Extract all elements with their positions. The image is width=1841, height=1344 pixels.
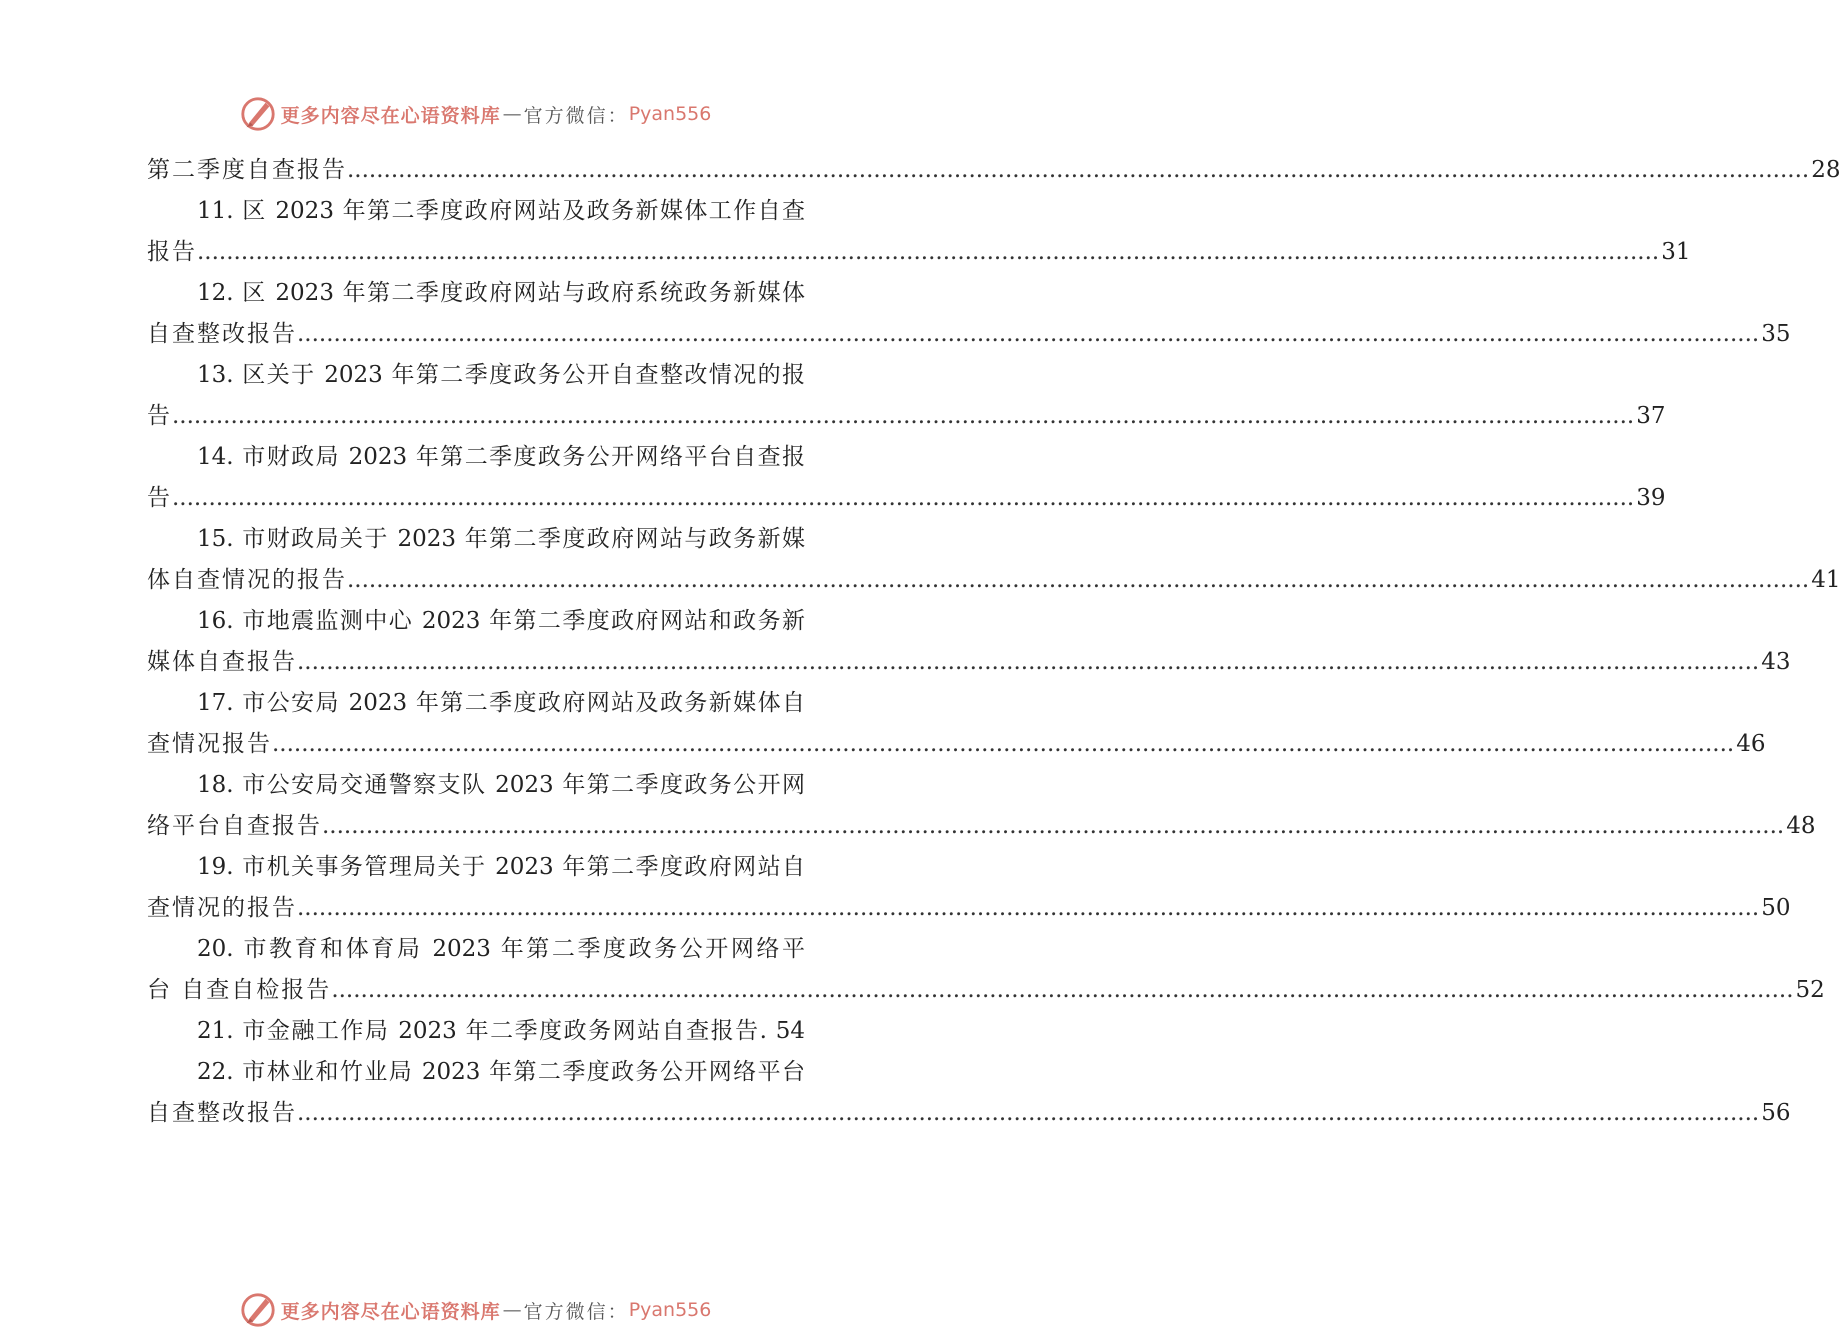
toc-page-number: 39: [1636, 485, 1666, 511]
toc-page-number: 28: [1811, 157, 1841, 183]
wechat-id: Pyan556: [628, 1299, 712, 1321]
header-banner: [0, 94, 950, 134]
toc-line: [147, 724, 1766, 765]
toc-entry-text: 20. 市教育和体育局 2023 年第二季度政务公开网络平: [197, 936, 805, 962]
toc-dot-leader: ........................................................................................................................................................................................................: [197, 239, 1660, 265]
toc-dot-leader: ........................................................................................................................................................................................................: [297, 321, 1760, 347]
toc-line: [147, 642, 1791, 683]
brand-text: 更多内容尽在心语资料库: [280, 104, 501, 127]
toc-page-number: 48: [1786, 813, 1816, 839]
banner-separator: —: [502, 1299, 522, 1321]
toc-entry-text: 15. 市财政局关于 2023 年第二季度政府网站与政务新媒: [197, 526, 805, 552]
toc-entry-text: 第二季度自查报告: [147, 157, 347, 183]
toc-page-number: 46: [1736, 731, 1766, 757]
toc-dot-leader: ........................................................................................................................................................................................................: [297, 1100, 1760, 1126]
toc-entry-text: 12. 区 2023 年第二季度政府网站与政府系统政务新媒体: [197, 280, 805, 306]
toc-dot-leader: ........................................................................................................................................................................................................: [347, 157, 1810, 183]
footer-banner: [0, 1290, 950, 1330]
toc-line: [147, 396, 1666, 437]
toc-entry-text: 11. 区 2023 年第二季度政府网站及政务新媒体工作自查: [197, 198, 805, 224]
wechat-id: Pyan556: [628, 103, 712, 125]
toc-entry-text: 告: [147, 403, 172, 429]
toc-entry-text: 体自查情况的报告: [147, 567, 347, 593]
toc-dot-leader: ........................................................................................................................................................................................................: [347, 567, 1810, 593]
toc-entry-text: 14. 市财政局 2023 年第二季度政务公开网络平台自查报: [197, 444, 805, 470]
toc-dot-leader: ........................................................................................................................................................................................................: [331, 977, 1794, 1003]
toc-page-number: 35: [1761, 321, 1791, 347]
toc-line: [147, 1093, 1791, 1134]
toc-entry-text: 络平台自查报告: [147, 813, 322, 839]
toc-entry-text: 台 自查自检报告: [147, 977, 332, 1003]
toc-entry-text: 21. 市金融工作局 2023 年二季度政务网站自查报告. 54: [197, 1018, 805, 1044]
toc-dot-leader: ........................................................................................................................................................................................................: [297, 895, 1760, 921]
toc-page-number: 31: [1661, 239, 1691, 265]
toc-dot-leader: ........................................................................................................................................................................................................: [297, 649, 1760, 675]
toc-entry-text: 报告: [147, 239, 197, 265]
toc-dot-leader: ........................................................................................................................................................................................................: [172, 485, 1635, 511]
toc-line: [147, 478, 1666, 519]
toc-dot-leader: ........................................................................................................................................................................................................: [322, 813, 1785, 839]
toc-entry-text: 查情况的报告: [147, 895, 297, 921]
toc-line: [147, 150, 1841, 191]
toc-entry-text: 13. 区关于 2023 年第二季度政务公开自查整改情况的报: [197, 362, 805, 388]
toc-entry-text: 查情况报告: [147, 731, 272, 757]
pen-seal-logo-icon: [239, 1291, 277, 1329]
toc-page-number: 37: [1636, 403, 1666, 429]
toc-dot-leader: ........................................................................................................................................................................................................: [272, 731, 1735, 757]
toc-entry-text: 19. 市机关事务管理局关于 2023 年第二季度政府网站自: [197, 854, 805, 880]
banner-separator: —: [502, 103, 522, 125]
toc-page-number: 52: [1795, 977, 1825, 1003]
toc-entry-text: 自查整改报告: [147, 321, 297, 347]
toc-entry-text: 16. 市地震监测中心 2023 年第二季度政府网站和政务新: [197, 608, 805, 634]
toc-entry-text: 告: [147, 485, 172, 511]
toc-entry-text: 17. 市公安局 2023 年第二季度政府网站及政务新媒体自: [197, 690, 805, 716]
toc-page-number: 41: [1811, 567, 1841, 593]
toc-line: [147, 806, 1816, 847]
toc-entry-text: 18. 市公安局交通警察支队 2023 年第二季度政务公开网: [197, 772, 805, 798]
toc-line: [147, 970, 1825, 1011]
wechat-label: 官方微信：: [523, 104, 629, 127]
brand-text: 更多内容尽在心语资料库: [280, 1300, 501, 1323]
toc-line: [147, 232, 1691, 273]
toc-page-number: 43: [1761, 649, 1791, 675]
toc-entry-text: 22. 市林业和竹业局 2023 年第二季度政务公开网络平台: [197, 1059, 805, 1085]
toc-entry-text: 自查整改报告: [147, 1100, 297, 1126]
toc-entry-text: 媒体自查报告: [147, 649, 297, 675]
toc-line: [147, 560, 1841, 601]
toc-line: [147, 888, 1791, 929]
toc-line: [147, 314, 1791, 355]
pen-seal-logo-icon: [239, 95, 277, 133]
wechat-label: 官方微信：: [523, 1300, 629, 1323]
toc-dot-leader: ........................................................................................................................................................................................................: [172, 403, 1635, 429]
toc-page-number: 50: [1761, 895, 1791, 921]
table-of-contents: [147, 150, 1841, 1134]
toc-page-number: 56: [1761, 1100, 1791, 1126]
